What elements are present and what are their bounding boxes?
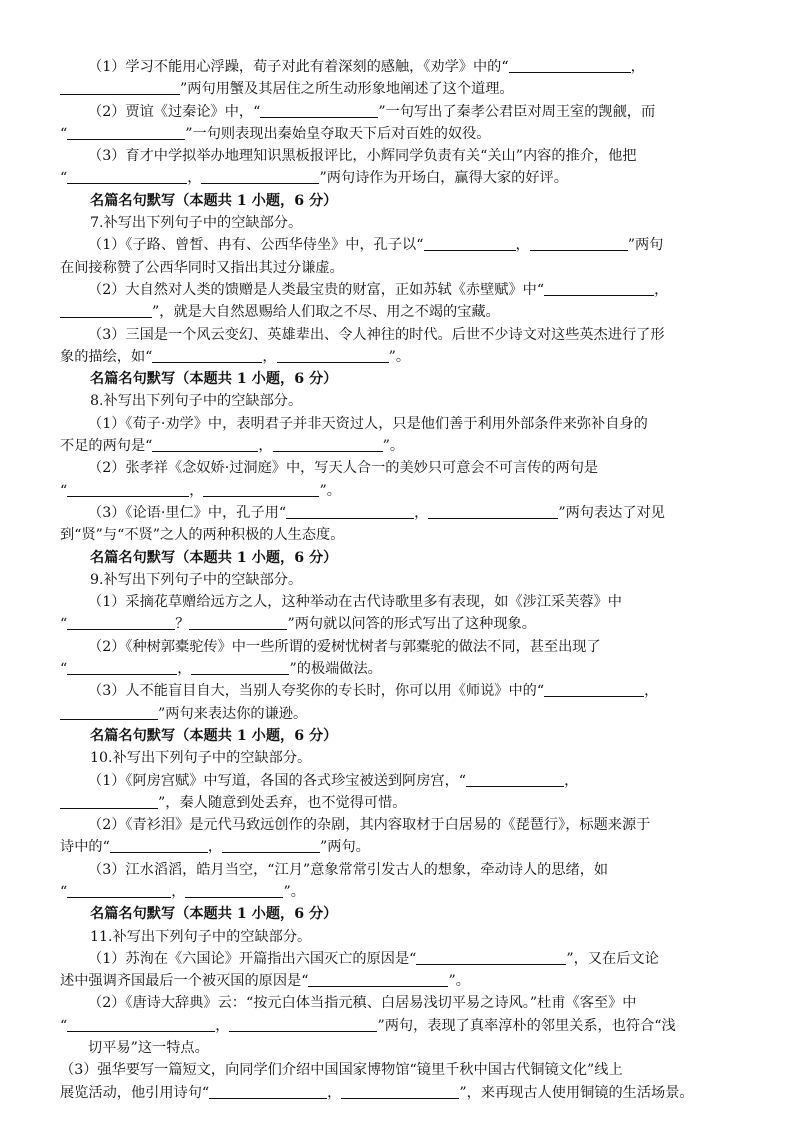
text-segment: ， [187, 170, 202, 187]
text-segment: （3）育才中学拟举办地理知识黑板报评比，小辉同学负责有关“关山”内容的推介，他把 [88, 148, 637, 165]
section-heading: 名篇名句默写（本题共 1 小题，6 分） [90, 727, 338, 744]
text-segment: 9.补写出下列句子中的空缺部分。 [90, 571, 303, 588]
text-segment: ， [515, 237, 530, 254]
question-title [60, 390, 735, 412]
question-text-line [60, 1082, 735, 1104]
question-text-line [60, 680, 735, 702]
question-text-line [60, 881, 735, 903]
question-text-line [60, 502, 735, 524]
question-text-line [60, 1015, 735, 1037]
question-text-line [60, 145, 735, 167]
text-segment: ”两句诗作为开场白，赢得大家的好评。 [319, 170, 568, 187]
question-text-line [60, 101, 735, 123]
question-text-line [60, 1059, 735, 1081]
answer-blank[interactable] [152, 347, 262, 363]
text-segment: （3）江水滔滔，皓月当空，“江月”意象常常引发古人的想象，牵动诗人的思绪，如 [88, 861, 609, 878]
text-segment: （3）人不能盲目自大，当别人夸奖你的专长时，你可以用《师说》中的“ [88, 683, 545, 700]
question-title [60, 926, 735, 948]
text-segment: 7.补写出下列句子中的空缺部分。 [90, 215, 303, 232]
text-segment: ”，又在后文论 [566, 950, 659, 967]
text-segment: ”两句，表现了真率淳朴的邻里关系，也符合“浅 [377, 1017, 676, 1034]
answer-blank[interactable] [544, 280, 654, 296]
answer-blank[interactable] [189, 614, 287, 630]
answer-blank[interactable] [152, 436, 258, 452]
text-segment: ”两句。 [320, 839, 370, 856]
answer-blank[interactable] [201, 168, 319, 184]
answer-blank[interactable] [286, 503, 414, 519]
question-text-line [60, 435, 735, 457]
answer-blank[interactable] [428, 503, 558, 519]
question-text-line [60, 591, 735, 613]
text-segment: ”。 [319, 482, 341, 499]
question-title [60, 747, 735, 769]
section-heading: 名篇名句默写（本题共 1 小题，6 分） [90, 906, 338, 923]
text-segment: “ [60, 883, 68, 900]
text-segment: ”。 [283, 883, 305, 900]
text-segment: ”两句来表达你的谦逊。 [158, 705, 308, 722]
text-segment: （1）《荀子·劝学》中，表明君子并非天资过人，只是他们善于利用外部条件来弥补自身的 [88, 415, 648, 432]
text-segment: 诗中的“ [60, 839, 110, 856]
text-segment: （1）采摘花草赠给远方之人，这种举动在古代诗歌里多有表现，如《涉江采芙蓉》中 [88, 594, 622, 611]
question-text-line [60, 636, 735, 658]
text-segment: ”一句写出了秦孝公君臣对周王室的觊觎，而 [378, 103, 656, 120]
text-segment: ”两句表达了对见 [558, 504, 665, 521]
answer-blank[interactable] [530, 235, 628, 251]
text-segment: （3）《论语·里仁》中，孔子用“ [88, 504, 287, 521]
exam-page [60, 56, 735, 1104]
text-segment: 切平易”这一特点。 [88, 1040, 209, 1057]
section-heading: 名篇名句默写（本题共 1 小题，6 分） [90, 192, 338, 209]
answer-blank[interactable] [416, 949, 566, 965]
question-text-line [60, 859, 735, 881]
text-segment: （2）《种树郭橐驼传》中一些所谓的爱树忧树者与郭橐驼的做法不同，甚至出现了 [88, 638, 601, 655]
answer-blank[interactable] [67, 659, 177, 675]
answer-blank[interactable] [67, 614, 175, 630]
question-text-line [60, 992, 735, 1014]
question-text-line [60, 480, 735, 502]
text-segment: （2）大自然对人类的馈赠是人类最宝贵的财富，正如苏轼《赤壁赋》中“ [88, 281, 545, 298]
question-text-line [60, 524, 735, 546]
text-segment: ”，就是大自然恩赐给人们取之不尽、用之不竭的宝藏。 [152, 304, 500, 321]
text-segment: ”，秦人随意到处丢弃，也不觉得可惜。 [158, 794, 407, 811]
text-segment: “ [60, 125, 68, 142]
question-text-line [60, 613, 735, 635]
question-text-line [60, 970, 735, 992]
text-segment: 到“贤”与“不贤”之人的两种积极的人生态度。 [60, 527, 345, 544]
answer-blank[interactable] [260, 102, 378, 118]
text-segment: ”两句 [627, 237, 664, 254]
answer-blank[interactable] [185, 882, 283, 898]
question-text-line [60, 457, 735, 479]
text-segment: ”。 [448, 973, 470, 990]
text-segment: “ [60, 170, 68, 187]
text-segment: 11.补写出下列句子中的空缺部分。 [90, 928, 312, 945]
text-segment: ”的极端做法。 [289, 661, 382, 678]
answer-blank[interactable] [67, 124, 185, 140]
text-segment: 在间接称赞了公西华同时又指出其过分谦虚。 [60, 259, 344, 276]
text-segment: ， [171, 883, 186, 900]
text-segment: ”一句则表现出秦始皇夺取天下后对百姓的奴役。 [185, 125, 491, 142]
answer-blank[interactable] [60, 79, 180, 95]
text-segment: 8.补写出下列句子中的空缺部分。 [90, 393, 303, 410]
text-segment: ， [414, 504, 429, 521]
text-segment: ， [654, 281, 669, 298]
text-segment: ， [564, 772, 579, 789]
question-text-line [60, 814, 735, 836]
question-text-line [60, 167, 735, 189]
answer-blank[interactable] [424, 235, 516, 251]
answer-blank[interactable] [229, 1016, 377, 1032]
text-segment: 象的描绘，如“ [60, 348, 153, 365]
answer-blank[interactable] [544, 681, 644, 697]
text-segment: ”。 [382, 438, 405, 455]
text-segment: ”。 [388, 348, 411, 365]
text-segment: ”两句用蟹及其居住之所生动形象地阐述了这个道理。 [180, 81, 514, 98]
text-segment: （2）《青衫泪》是元代马致远创作的杂剧，其内容取材于白居易的《琵琶行》，标题来源于 [88, 817, 651, 834]
answer-blank[interactable] [308, 971, 448, 987]
question-text-line [60, 792, 735, 814]
text-segment: ”两句就以问答的形式写出了这种现象。 [287, 616, 536, 633]
question-text-line [60, 78, 735, 100]
answer-blank[interactable] [222, 837, 320, 853]
section-heading: 名篇名句默写（本题共 1 小题，6 分） [90, 549, 338, 566]
answer-blank[interactable] [466, 771, 564, 787]
text-segment: （2）贾谊《过秦论》中，“ [88, 103, 261, 120]
question-text-line [60, 658, 735, 680]
question-text-line [60, 123, 735, 145]
answer-blank[interactable] [191, 659, 289, 675]
question-title [60, 569, 735, 591]
text-segment: （1）《阿房宫赋》中写道，各国的各式珍宝被送到阿房宫，“ [88, 772, 467, 789]
answer-blank[interactable] [209, 1083, 327, 1099]
text-segment: ， [630, 59, 645, 75]
question-text-line [60, 324, 735, 346]
text-segment: （1）《子路、曾皙、冉有、公西华侍坐》中，孔子以“ [88, 237, 424, 254]
question-text-line [60, 56, 735, 78]
answer-blank[interactable] [110, 837, 208, 853]
question-text-line [60, 413, 735, 435]
text-segment: 述中强调齐国最后一个被灭国的原因是“ [60, 973, 309, 990]
text-segment: “ [60, 482, 68, 499]
text-segment: ， [215, 1017, 230, 1034]
question-title [60, 212, 735, 234]
text-segment: （2）《唐诗大辞典》云：“按元白体当指元稹、白居易浅切平易之诗风。”杜甫《客至》中 [88, 995, 637, 1012]
section-heading: 名篇名句默写（本题共 1 小题，6 分） [90, 371, 338, 388]
text-segment: “ [60, 1017, 68, 1034]
question-text-line [60, 836, 735, 858]
question-text-line [60, 703, 735, 725]
answer-blank[interactable] [509, 57, 631, 73]
text-segment: （1）学习不能用心浮躁，荀子对此有着深刻的感触，《劝学》中的“ [88, 59, 509, 75]
question-text-line [60, 301, 735, 323]
question-text-line [60, 1037, 735, 1059]
question-text-line [60, 346, 735, 368]
text-segment: （3）三国是一个风云变幻、英雄辈出、令人神往的时代。后世不少诗文对这些英杰进行了形 [88, 326, 665, 343]
question-text-line [60, 234, 735, 256]
answer-blank[interactable] [341, 1083, 459, 1099]
answer-blank[interactable] [273, 436, 383, 452]
question-text-line [60, 770, 735, 792]
answer-blank[interactable] [67, 1016, 215, 1032]
text-segment: （1）苏洵在《六国论》开篇指出六国灭亡的原因是“ [88, 950, 417, 967]
question-text-line [60, 279, 735, 301]
text-segment: （2）张孝祥《念奴娇·过洞庭》中，写天人合一的美妙只可意会不可言传的两句是 [88, 460, 599, 477]
text-segment: ， [262, 348, 277, 365]
text-segment: ， [327, 1084, 342, 1101]
answer-blank[interactable] [67, 481, 189, 497]
answer-blank[interactable] [60, 302, 152, 318]
text-segment: ？ [175, 616, 190, 633]
question-text-line [60, 257, 735, 279]
text-segment: ， [207, 839, 223, 856]
answer-blank[interactable] [60, 704, 158, 720]
question-text-line [60, 948, 735, 970]
text-segment: “ [60, 661, 68, 678]
text-segment: ， [258, 438, 273, 455]
text-segment: 10.补写出下列句子中的空缺部分。 [90, 750, 312, 767]
text-segment: （3）强华要写一篇短文，向同学们介绍中国国家博物馆“镜里千秋中国古代铜镜文化”线上 [60, 1062, 623, 1079]
text-segment: 不足的两句是“ [60, 438, 153, 455]
answer-blank[interactable] [67, 168, 187, 184]
answer-blank[interactable] [67, 882, 171, 898]
text-segment: ， [644, 683, 659, 700]
text-segment: 展览活动，他引用诗句“ [60, 1084, 210, 1101]
text-segment: ， [189, 482, 204, 499]
text-segment: ”，来再现古人使用铜镜的生活场景。 [459, 1084, 694, 1101]
answer-blank[interactable] [277, 347, 389, 363]
answer-blank[interactable] [203, 481, 319, 497]
text-segment: “ [60, 616, 68, 633]
answer-blank[interactable] [60, 793, 158, 809]
text-segment: ， [177, 661, 192, 678]
